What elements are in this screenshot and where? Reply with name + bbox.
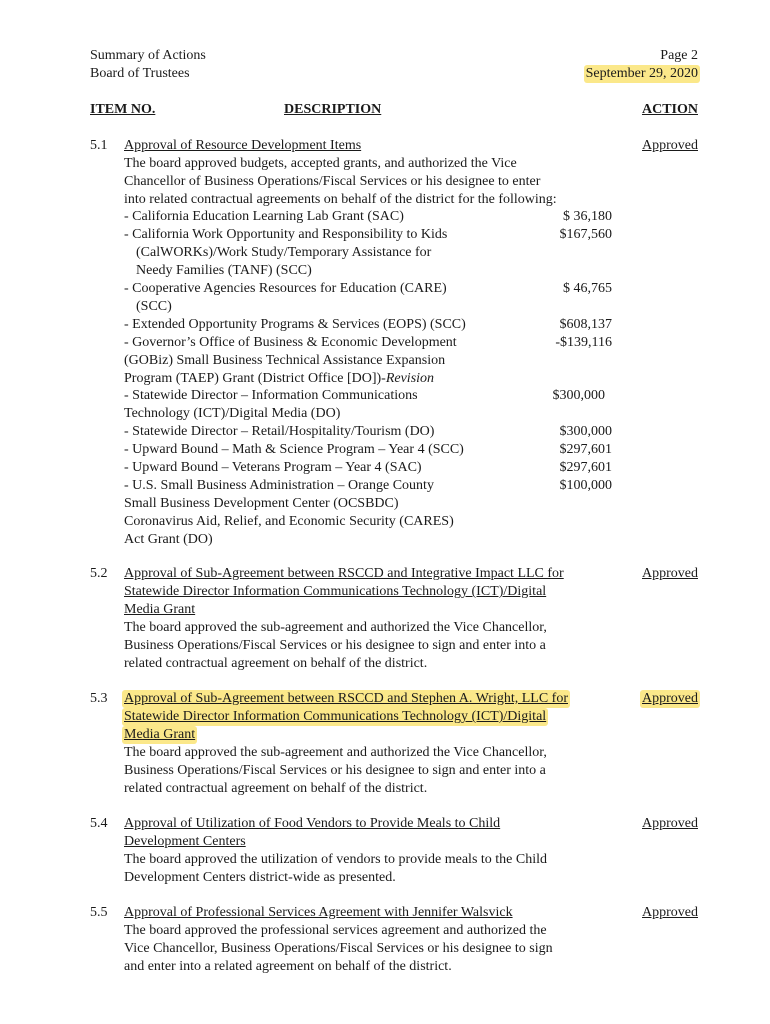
header-title-line2: Board of Trustees — [90, 66, 190, 81]
item-title: Approval of Resource Development Items — [124, 138, 362, 153]
grant-amount: $608,137 — [559, 317, 612, 332]
item-body-line: into related contractual agreements on behalf of the district for the following: — [124, 192, 557, 207]
item-body-line: Business Operations/Fiscal Services or his designee to sign and enter into a — [124, 763, 546, 778]
item-number: 5.1 — [90, 138, 108, 153]
item-body-line: The board approved the utilization of vendors to provide meals to the Child — [124, 852, 548, 867]
item-body-line: The board approved the sub-agreement and authorized the Vice Chancellor, — [124, 620, 547, 635]
item-title-line: Approval of Professional Services Agreement with Jennifer Walsvick — [124, 905, 513, 920]
column-header-description: DESCRIPTION — [284, 102, 382, 117]
column-header-item-no: ITEM NO. — [90, 102, 156, 117]
grant-line: - Upward Bound – Veterans Program – Year 4 (SAC) — [124, 460, 422, 475]
grant-line-with-revision — [124, 370, 434, 388]
grant-amount: $300,000 — [552, 388, 605, 403]
page-number: Page 2 — [660, 48, 698, 63]
revision-label: Revision — [385, 371, 435, 386]
grant-amount: $297,601 — [559, 460, 612, 475]
grant-line: Technology (ICT)/Digital Media (DO) — [124, 406, 341, 421]
grant-line: - U.S. Small Business Administration – Orange County — [124, 478, 434, 493]
item-body-line: and enter into a related agreement on behalf of the district. — [124, 959, 452, 974]
meeting-date: September 29, 2020 — [585, 66, 698, 81]
item-body-line: Chancellor of Business Operations/Fiscal Services or his designee to enter — [124, 174, 541, 189]
item-title-line: Media Grant — [124, 602, 196, 617]
grant-line: - Statewide Director – Information Communications — [124, 388, 418, 403]
item-body-line: The board approved the sub-agreement and authorized the Vice Chancellor, — [124, 745, 547, 760]
grant-line-text: Program (TAEP) Grant (District Office [DO])- — [124, 371, 386, 386]
grant-line: - Upward Bound – Math & Science Program – Year 4 (SCC) — [124, 442, 464, 457]
item-action-highlighted: Approved — [642, 691, 698, 706]
item-body-line: related contractual agreement on behalf of the district. — [124, 781, 428, 796]
grant-line: - Extended Opportunity Programs & Services (EOPS) (SCC) — [124, 317, 466, 332]
item-number: 5.2 — [90, 566, 108, 581]
item-body-line: The board approved the professional services agreement and authorized the — [124, 923, 547, 938]
column-header-action: ACTION — [641, 102, 698, 117]
grant-line: Needy Families (TANF) (SCC) — [136, 263, 312, 278]
item-title-line: Approval of Utilization of Food Vendors to Provide Meals to Child — [124, 816, 501, 831]
item-title-line: Development Centers — [124, 834, 246, 849]
grant-line: Coronavirus Aid, Relief, and Economic Security (CARES) — [124, 514, 454, 529]
item-number: 5.3 — [90, 691, 108, 706]
grant-amount: $ 46,765 — [563, 281, 612, 296]
item-action: Approved — [642, 905, 698, 920]
item-title-line: Approval of Sub-Agreement between RSCCD and Integrative Impact LLC for — [124, 566, 564, 581]
item-action: Approved — [642, 138, 698, 153]
grant-amount: $297,601 — [559, 442, 612, 457]
item-action: Approved — [642, 816, 698, 831]
item-number: 5.4 — [90, 816, 108, 831]
grant-line: - California Education Learning Lab Grant (SAC) — [124, 209, 404, 224]
grant-amount: $300,000 — [559, 424, 612, 439]
grant-line: - Governor’s Office of Business & Economic Development — [124, 335, 457, 350]
grant-amount: $167,560 — [559, 227, 612, 242]
item-title-line-highlighted: Statewide Director Information Communications Technology (ICT)/Digital — [124, 709, 547, 724]
grant-line: - Statewide Director – Retail/Hospitality/Tourism (DO) — [124, 424, 435, 439]
item-title-line-highlighted: Media Grant — [124, 727, 196, 742]
grant-amount: -$139,116 — [555, 335, 612, 350]
grant-line: - Cooperative Agencies Resources for Education (CARE) — [124, 281, 447, 296]
header-title-line1: Summary of Actions — [90, 48, 206, 63]
item-body-line: related contractual agreement on behalf of the district. — [124, 656, 428, 671]
grant-amount: $100,000 — [559, 478, 612, 493]
item-number: 5.5 — [90, 905, 108, 920]
grant-line: (CalWORKs)/Work Study/Temporary Assistance for — [136, 245, 432, 260]
grant-line: Act Grant (DO) — [124, 532, 213, 547]
item-title-line-highlighted: Approval of Sub-Agreement between RSCCD and Stephen A. Wright, LLC for — [124, 691, 568, 706]
item-title-line: Statewide Director Information Communications Technology (ICT)/Digital — [124, 584, 547, 599]
item-body-line: The board approved budgets, accepted grants, and authorized the Vice — [124, 156, 517, 171]
grant-line: Small Business Development Center (OCSBDC) — [124, 496, 399, 511]
grant-line: (SCC) — [136, 299, 172, 314]
grant-line: - California Work Opportunity and Responsibility to Kids — [124, 227, 448, 242]
item-action: Approved — [642, 566, 698, 581]
item-body-line: Vice Chancellor, Business Operations/Fiscal Services or his designee to sign — [124, 941, 553, 956]
grant-line: (GOBiz) Small Business Technical Assistance Expansion — [124, 353, 446, 368]
item-body-line: Development Centers district-wide as presented. — [124, 870, 396, 885]
grant-amount: $ 36,180 — [563, 209, 612, 224]
item-body-line: Business Operations/Fiscal Services or his designee to sign and enter into a — [124, 638, 546, 653]
